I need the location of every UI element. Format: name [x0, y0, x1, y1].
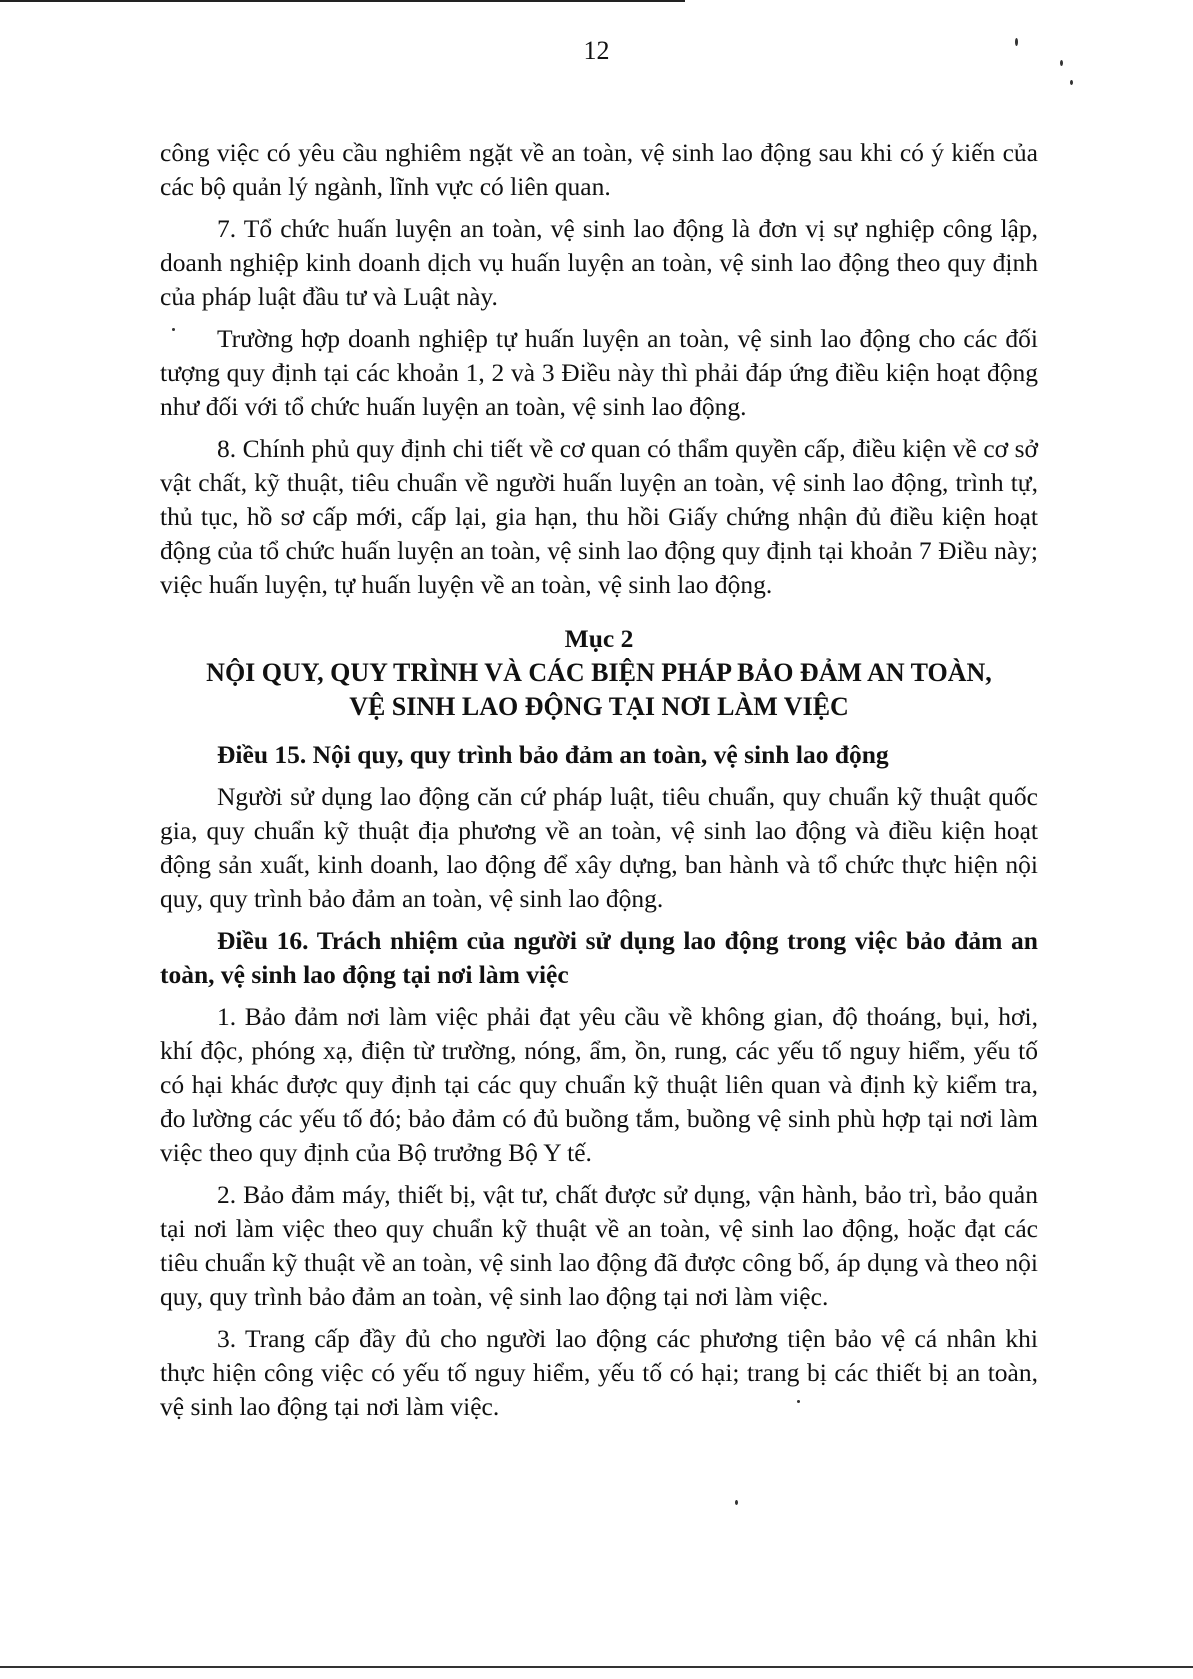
document-body [160, 136, 1038, 1432]
paragraph-self-training: Trường hợp doanh nghiệp tự huấn luyện an toàn, vệ sinh lao động cho các đối tượng quy định tại các khoản 1, 2 và 3 Điều này thì phải đáp ứng điều kiện hoạt động như đối với tổ chức huấn luyện an toàn, vệ sinh lao động. [160, 324, 1038, 421]
section-title-line1: NỘI QUY, QUY TRÌNH VÀ CÁC BIỆN PHÁP BẢO ĐẢM AN TOÀN, [206, 658, 992, 687]
scan-speck [1060, 60, 1063, 66]
section-title-line2: VỆ SINH LAO ĐỘNG TẠI NƠI LÀM VIỆC [349, 692, 849, 721]
scan-speck [172, 328, 175, 331]
paragraph-continuation: công việc có yêu cầu nghiêm ngặt về an toàn, vệ sinh lao động sau khi có ý kiến của các bộ quản lý ngành, lĩnh vực có liên quan. [160, 138, 1038, 201]
article-16-item-1: 1. Bảo đảm nơi làm việc phải đạt yêu cầu về không gian, độ thoáng, bụi, hơi, khí độc, phóng xạ, điện từ trường, nóng, ẩm, ồn, rung, các yếu tố nguy hiểm, yếu tố có hại khác được quy định tại các quy chuẩn kỹ thuật liên quan và định kỳ kiểm tra, đo lường các yếu tố đó; bảo đảm có đủ buồng tắm, buồng vệ sinh phù hợp tại nơi làm việc theo quy định của Bộ trưởng Bộ Y tế. [160, 1002, 1038, 1167]
article-15-title: Điều 15. Nội quy, quy trình bảo đảm an toàn, vệ sinh lao động [217, 740, 889, 769]
scan-speck [1015, 38, 1018, 46]
section-label: Mục 2 [564, 624, 634, 653]
scan-speck [735, 1500, 738, 1505]
scan-border-top [0, 0, 685, 2]
article-16-item-2: 2. Bảo đảm máy, thiết bị, vật tư, chất được sử dụng, vận hành, bảo trì, bảo quản tại nơi làm việc theo quy chuẩn kỹ thuật về an toàn, vệ sinh lao động, hoặc đạt các tiêu chuẩn kỹ thuật về an toàn, vệ sinh lao động đã được công bố, áp dụng và theo nội quy, quy trình bảo đảm an toàn, vệ sinh lao động tại nơi làm việc. [160, 1180, 1038, 1311]
paragraph-clause-8: 8. Chính phủ quy định chi tiết về cơ quan có thẩm quyền cấp, điều kiện về cơ sở vật chất, kỹ thuật, tiêu chuẩn về người huấn luyện an toàn, vệ sinh lao động, trình tự, thủ tục, hồ sơ cấp mới, cấp lại, gia hạn, thu hồi Giấy chứng nhận đủ điều kiện hoạt động của tổ chức huấn luyện an toàn, vệ sinh lao động quy định tại khoản 7 Điều này; việc huấn luyện, tự huấn luyện về an toàn, vệ sinh lao động. [160, 434, 1038, 599]
article-16-item-3: 3. Trang cấp đầy đủ cho người lao động các phương tiện bảo vệ cá nhân khi thực hiện công việc có yếu tố nguy hiểm, yếu tố có hại; trang bị các thiết bị an toàn, vệ sinh lao động tại nơi làm việc. [160, 1324, 1038, 1421]
article-16-title: Điều 16. Trách nhiệm của người sử dụng lao động trong việc bảo đảm an toàn, vệ sinh lao động tại nơi làm việc [160, 926, 1038, 989]
scan-speck [797, 1400, 800, 1403]
page-number: 12 [583, 36, 610, 65]
paragraph-clause-7: 7. Tổ chức huấn luyện an toàn, vệ sinh lao động là đơn vị sự nghiệp công lập, doanh nghiệp kinh doanh dịch vụ huấn luyện an toàn, vệ sinh lao động theo quy định của pháp luật đầu tư và Luật này. [160, 214, 1038, 311]
article-15-body: Người sử dụng lao động căn cứ pháp luật, tiêu chuẩn, quy chuẩn kỹ thuật quốc gia, quy chuẩn kỹ thuật địa phương về an toàn, vệ sinh lao động và điều kiện hoạt động sản xuất, kinh doanh, lao động để xây dựng, ban hành và tổ chức thực hiện nội quy, quy trình bảo đảm an toàn, vệ sinh lao động. [160, 782, 1038, 913]
scan-border-bottom [0, 1666, 1193, 1668]
section-heading [160, 622, 1038, 724]
scan-speck [1070, 80, 1073, 85]
